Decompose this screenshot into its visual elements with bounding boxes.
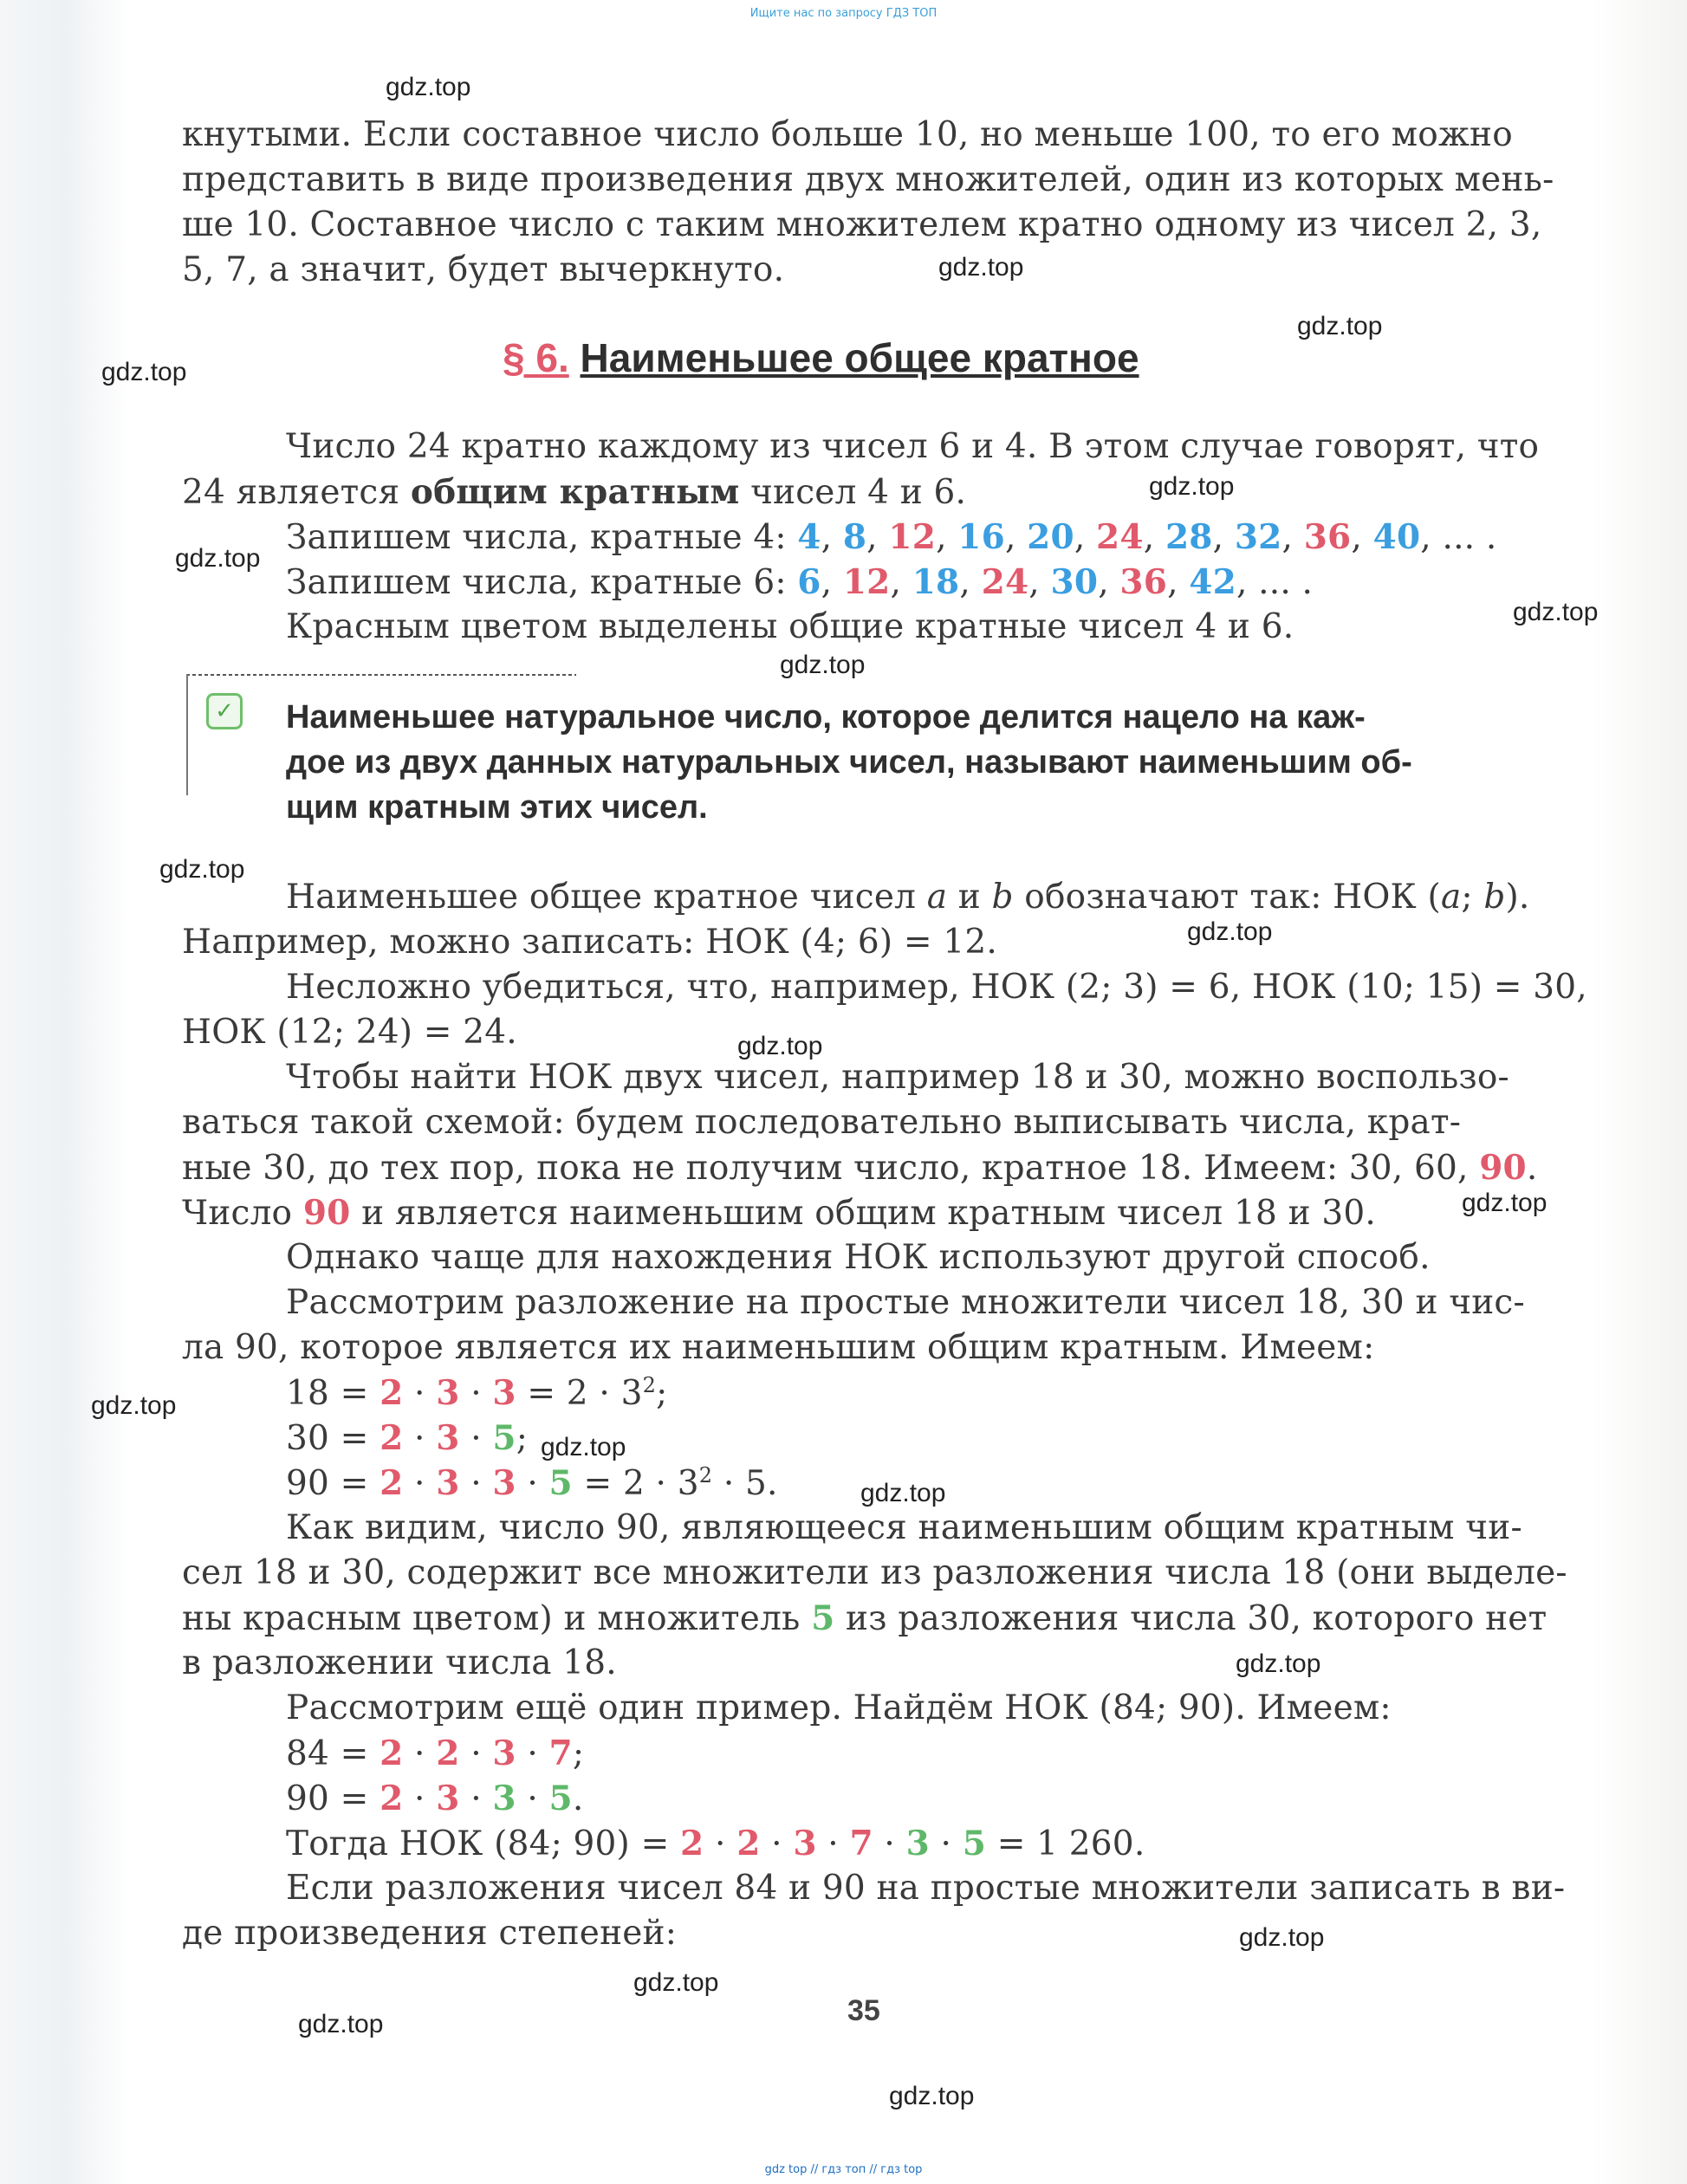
scheme-end: и является наименьшим общим кратным чисел 18 и 30. xyxy=(350,1194,1377,1233)
equation-90b: 90 = 2 · 3 · 3 · 5. xyxy=(286,1779,584,1818)
eq-lhs: 90 = xyxy=(286,1779,380,1818)
red-note: Красным цветом выделены общие кратные чисел 4 и 6. xyxy=(286,607,1294,646)
factor: 5 xyxy=(492,1418,516,1458)
analysis-text-end: из разложения числа 30, которого нет xyxy=(834,1599,1547,1638)
eq-lhs: 30 = xyxy=(286,1419,380,1458)
factor: 5 xyxy=(962,1824,987,1863)
analysis-line-1: Как видим, число 90, являющееся наименьшим общим кратным чи- xyxy=(286,1508,1522,1547)
watermark: gdz.top xyxy=(1462,1189,1547,1217)
watermark: gdz.top xyxy=(175,544,261,573)
m4-value: 28 xyxy=(1165,517,1213,557)
watermark: gdz.top xyxy=(298,2010,384,2038)
lcm-value: 90 xyxy=(1479,1148,1527,1188)
factor: 5 xyxy=(548,1779,573,1818)
section-number: § 6. xyxy=(503,335,569,380)
mult6-label: Запишем числа, кратные 6: xyxy=(286,563,798,602)
p1-text-end: чисел 4 и 6. xyxy=(739,473,967,512)
scheme-line-3 xyxy=(182,1145,1542,1191)
var-a: a xyxy=(1440,878,1462,917)
watermark: gdz.top xyxy=(101,358,187,386)
checkmark-icon: ✓ xyxy=(206,693,243,729)
eq-lhs: 84 = xyxy=(286,1734,380,1773)
page-number: 35 xyxy=(847,1994,880,2027)
factor: 2 xyxy=(380,1373,404,1413)
factor: 3 xyxy=(492,1734,516,1773)
powers-line-1: Если разложения чисел 84 и 90 на простые множители записать в ви- xyxy=(286,1869,1566,1908)
factor: 7 xyxy=(849,1824,873,1863)
watermark: gdz.top xyxy=(938,253,1024,282)
page-fold-shadow xyxy=(0,0,130,2184)
eq-rhs-2: · 5. xyxy=(712,1464,778,1503)
exponent: 2 xyxy=(698,1463,713,1487)
notation-sep: ; xyxy=(1461,878,1484,917)
exponent: 2 xyxy=(642,1373,657,1397)
mult4-label: Запишем числа, кратные 4: xyxy=(286,518,798,557)
equation-30: 30 = 2 · 3 · 5; xyxy=(286,1418,529,1458)
notation-end: ). xyxy=(1505,878,1530,917)
watermark: gdz.top xyxy=(860,1479,946,1507)
m6-value: 12 xyxy=(842,562,891,602)
watermark: gdz.top xyxy=(91,1391,177,1420)
notation-line-2: Например, можно записать: НОК (4; 6) = 12. xyxy=(182,923,997,962)
scheme-line-2: ваться такой схемой: будем последовательно выписывать числа, крат- xyxy=(182,1103,1462,1142)
powers-line-2: де произведения степеней: xyxy=(182,1914,678,1953)
scheme-text: ные 30, до тех пор, пока не получим число, кратное 18. Имеем: 30, 60, xyxy=(182,1149,1480,1188)
factor: 3 xyxy=(793,1824,817,1863)
factor: 5 xyxy=(548,1463,573,1503)
eq-end: ; xyxy=(656,1374,668,1413)
p1-line-1: Число 24 кратно каждому из чисел 6 и 4. В этом случае говорят, что xyxy=(286,427,1540,466)
eq-lhs: 90 = xyxy=(286,1464,380,1503)
watermark: gdz.top xyxy=(780,651,866,679)
eq-end: ; xyxy=(516,1419,529,1458)
example-2: Рассмотрим ещё один пример. Найдём НОК (84; 90). Имеем: xyxy=(286,1688,1392,1727)
eq-rhs: = 2 · 3 xyxy=(516,1374,643,1413)
definition-line-1: Наименьшее натуральное число, которое делится нацело на каж- xyxy=(286,699,1366,736)
mult6-tail: , ... . xyxy=(1236,563,1314,602)
m6-value: 18 xyxy=(912,562,960,602)
intro-line-1: кнутыми. Если составное число больше 10, но меньше 100, то его можно xyxy=(182,115,1513,154)
watermark: gdz.top xyxy=(889,2082,975,2110)
scheme-line-4 xyxy=(182,1190,1542,1236)
factor: 3 xyxy=(492,1779,516,1818)
m6-value: 30 xyxy=(1050,562,1099,602)
eq-lhs: 18 = xyxy=(286,1374,380,1413)
m4-value: 40 xyxy=(1372,517,1421,557)
footer-note: gdz top // гдз топ // гдз top xyxy=(764,2163,923,2176)
m6-value: 42 xyxy=(1189,562,1236,602)
var-a: a xyxy=(926,878,948,917)
var-b: b xyxy=(991,878,1014,917)
m4-value: 8 xyxy=(842,517,867,557)
watermark: gdz.top xyxy=(737,1032,823,1060)
result-line: Тогда НОК (84; 90) = 2 · 2 · 3 · 7 · 3 · 5 = 1 260. xyxy=(286,1824,1145,1863)
analysis-line-4: в разложении числа 18. xyxy=(182,1643,617,1682)
intro-line-4: 5, 7, а значит, будет вычеркнуто. xyxy=(182,250,785,289)
scheme-end: . xyxy=(1526,1149,1538,1188)
equation-18: $18 = 2 \cdot 3 \cdot 3 = 2 \cdot 3^2$; xyxy=(286,1373,668,1413)
mult4-tail: , ... . xyxy=(1420,518,1497,557)
intro-line-2: представить в виде произведения двух множителей, один из которых мень- xyxy=(182,160,1554,199)
eq-end: . xyxy=(572,1779,584,1818)
factor: 3 xyxy=(492,1373,516,1413)
multiples-of-6: Запишем числа, кратные 6: 6, 12, 18, 24, 30, 36, 42, ... . xyxy=(286,562,1314,602)
m6-value: 6 xyxy=(797,562,821,602)
m4-value: 12 xyxy=(888,517,937,557)
p1-line-2 xyxy=(182,470,1542,515)
m4-value: 16 xyxy=(957,517,1005,557)
factor: 3 xyxy=(436,1779,460,1818)
other-method: Однако чаще для нахождения НОК используют другой способ. xyxy=(286,1238,1431,1277)
watermark: gdz.top xyxy=(159,855,245,884)
analysis-line-3 xyxy=(182,1596,1547,1642)
eq-rhs: = 2 · 3 xyxy=(572,1464,699,1503)
factor: 2 xyxy=(380,1418,404,1458)
eq-end: ; xyxy=(572,1734,585,1773)
watermark: gdz.top xyxy=(633,1968,719,1997)
intro-line-3: ше 10. Составное число с таким множителем кратно одному из чисел 2, 3, xyxy=(182,205,1542,244)
m6-value: 36 xyxy=(1119,562,1168,602)
analysis-text: ны красным цветом) и множитель xyxy=(182,1599,812,1638)
p1-text: 24 является xyxy=(182,473,411,512)
factor: 3 xyxy=(436,1373,460,1413)
m4-value: 32 xyxy=(1234,517,1282,557)
factor: 3 xyxy=(436,1418,460,1458)
lcm-value: 90 xyxy=(302,1193,351,1233)
term-common-multiple: общим кратным xyxy=(410,472,740,512)
watermark: gdz.top xyxy=(1239,1923,1325,1952)
examples-line-2: НОК (12; 24) = 24. xyxy=(182,1013,517,1052)
equation-90: $90 = 2 \cdot 3 \cdot 3 \cdot 5 = 2 \cdot 3^2 \cdot 5$. xyxy=(286,1463,778,1503)
examples-line-1: Несложно убедиться, что, например, НОК (2; 3) = 6, НОК (10; 15) = 30, xyxy=(286,968,1587,1007)
section-heading xyxy=(503,334,1139,381)
watermark: gdz.top xyxy=(1297,312,1383,340)
header-note: Ищите нас по запросу ГДЗ ТОП xyxy=(749,7,938,20)
definition-line-2: дое из двух данных натуральных чисел, называют наименьшим об- xyxy=(286,744,1412,781)
result-text: Тогда НОК (84; 90) = xyxy=(286,1824,681,1863)
factor: 7 xyxy=(548,1734,573,1773)
scheme-line-1: Чтобы найти НОК двух чисел, например 18 и 30, можно воспользо- xyxy=(286,1058,1509,1097)
factor: 2 xyxy=(436,1734,460,1773)
notation-and: и xyxy=(947,878,992,917)
notation-text-2: обозначают так: НОК ( xyxy=(1013,878,1441,917)
watermark: gdz.top xyxy=(1187,917,1273,946)
multiples-of-4: Запишем числа, кратные 4: 4, 8, 12, 16, 20, 24, 28, 32, 36, 40, ... . xyxy=(286,517,1497,557)
definition-line-3: щим кратным этих чисел. xyxy=(286,789,708,826)
factor: 2 xyxy=(380,1779,404,1818)
factor: 3 xyxy=(905,1824,930,1863)
factor: 3 xyxy=(436,1463,460,1503)
watermark: gdz.top xyxy=(1236,1649,1321,1678)
factor: 2 xyxy=(380,1463,404,1503)
factor: 5 xyxy=(811,1598,835,1638)
var-b: b xyxy=(1483,878,1506,917)
m4-value: 36 xyxy=(1303,517,1352,557)
decomp-intro-1: Рассмотрим разложение на простые множители чисел 18, 30 и чис- xyxy=(286,1283,1525,1322)
factor: 2 xyxy=(680,1824,704,1863)
analysis-line-2: сел 18 и 30, содержит все множители из разложения числа 18 (они выделе- xyxy=(182,1553,1567,1592)
result-end: = 1 260. xyxy=(986,1824,1145,1863)
m4-value: 24 xyxy=(1096,517,1144,557)
m6-value: 24 xyxy=(981,562,1029,602)
m4-value: 4 xyxy=(797,517,821,557)
factor: 3 xyxy=(492,1463,516,1503)
watermark: gdz.top xyxy=(386,73,471,101)
decomp-intro-2: ла 90, которое является их наименьшим общим кратным. Имеем: xyxy=(182,1328,1375,1367)
notation-text: Наименьшее общее кратное чисел xyxy=(286,878,927,917)
section-title: Наименьшее общее кратное xyxy=(580,335,1139,380)
watermark: gdz.top xyxy=(541,1433,626,1461)
notation-line-1 xyxy=(286,875,1646,920)
definition-left-rule xyxy=(186,674,188,795)
watermark: gdz.top xyxy=(1513,598,1599,626)
scheme-text: Число xyxy=(182,1194,303,1233)
m4-value: 20 xyxy=(1027,517,1074,557)
equation-84: 84 = 2 · 2 · 3 · 7; xyxy=(286,1734,585,1773)
factor: 2 xyxy=(736,1824,761,1863)
factor: 2 xyxy=(380,1734,404,1773)
watermark: gdz.top xyxy=(1149,472,1235,501)
definition-top-rule xyxy=(186,674,576,676)
